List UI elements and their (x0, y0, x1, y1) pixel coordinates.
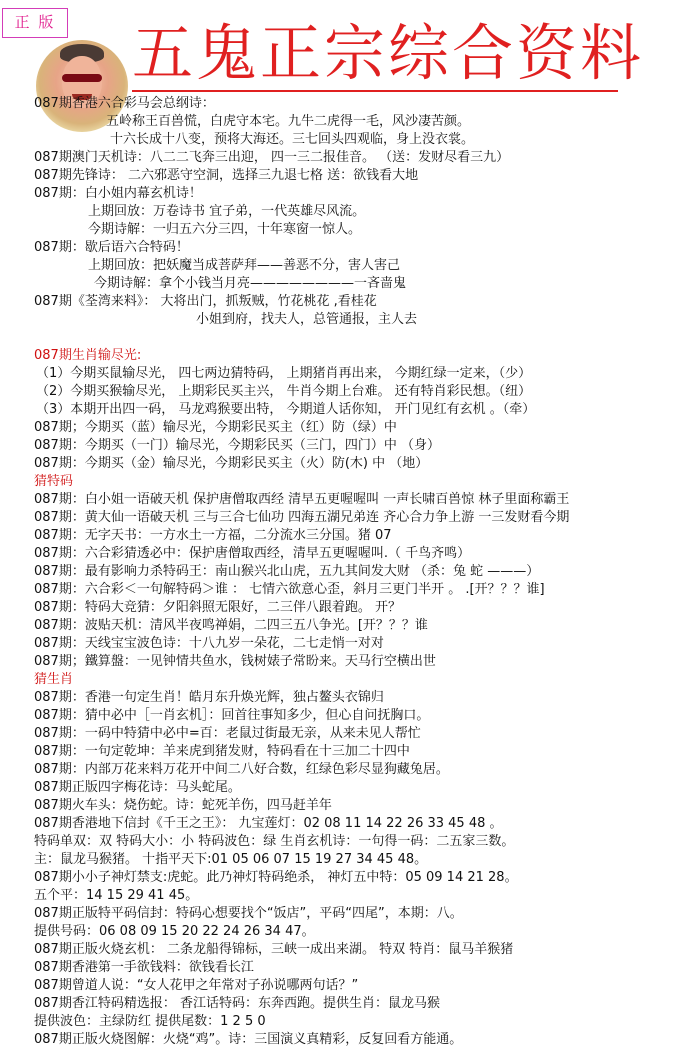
text-line: 087期香江特码精选报： 香江话特码：东奔西跑。提供生肖：鼠龙马猴 (34, 996, 440, 1011)
text-line: 提供号码：06 08 09 15 20 22 24 26 34 47。 (34, 924, 315, 939)
page-title: 五鬼正宗综合资料 (132, 18, 645, 89)
text-line: 087期：无字天书：一方水土一方福，二分流水三分国。猪 07 (34, 528, 392, 543)
text-line: 087期曾道人说：“女人花甲之年常对子孙说哪两句话？” (34, 978, 359, 993)
text-line (0, 329, 695, 347)
content-body (0, 95, 695, 1049)
text-line: 087期：六合彩猜透必中：保护唐僧取西经，清早五更喔喔叫.（ 千鸟齐鸣） (34, 546, 471, 561)
text-line: 主：鼠龙马猴猪。 十指平天下:01 05 06 07 15 19 27 34 45 48。 (34, 852, 428, 867)
text-line: 087期：一句定乾坤：羊来虎到猪发财，特码看在十三加二十四中 (34, 744, 410, 759)
text-line: 087期：香港一句定生肖！皓月东升焕光辉，独占鳌头衣锦归 (34, 690, 384, 705)
text-line: 087期：白小姐内幕玄机诗！ (34, 186, 202, 201)
title-underline (132, 90, 618, 92)
text-line: 087期火车头：烧伤蛇。诗：蛇死羊伤，四马赶羊年 (34, 798, 332, 813)
text-line: 五岭称王百兽慌，白虎守本宅。九牛二虎得一毛，风沙凄苦颜。 (106, 114, 471, 129)
text-line: 五个平：14 15 29 41 45。 (34, 888, 199, 903)
text-line: 087期《荃湾来料》： 大将出门，抓叛贼，竹花桃花 ,看桂花 (34, 294, 377, 309)
text-line: 087期：白小姐一语破天机 保护唐僧取西经 清早五更喔喔叫 一声长啸百兽惊 林子里面称霸王 (34, 492, 570, 507)
section-heading: 猜特码 (34, 474, 74, 489)
text-line: 087期：今期买（金）输尽光，今期彩民买主（火）防(木) 中 （地） (34, 456, 429, 471)
text-line: 087期香港地下信封《千王之王》： 九宝莲灯：02 08 11 14 22 26 33 45 48 。 (34, 816, 503, 831)
text-line: 今期诗解：一归五六分三四，十年寒窗一惊人。 (88, 222, 362, 237)
text-line: 087期；鐵算盤：一见钟情共鱼水，钱树婊子常盼来。天马行空横出世 (34, 654, 436, 669)
text-line: 087期：今期买（一门）输尽光，今期彩民买（三门，四门）中 （身） (34, 438, 440, 453)
text-line: 087期：天线宝宝波色诗：十八九岁一朵花，二七走悄一对对 (34, 636, 384, 651)
text-line: 087期香港六合彩马会总纲诗： (34, 96, 215, 111)
text-line: 提供波色：主绿防红 提供尾数：1 2 5 0 (34, 1014, 266, 1029)
text-line: 087期正版火烧玄机： 二条龙船得锦标，三峡一成出来湖。 特双 特肖：鼠马羊猴猪 (34, 942, 514, 957)
text-line: （3）本期开出四一码， 马龙鸡猴要出特， 今期道人话你知， 开门见红有玄机 。（牵） (36, 402, 536, 417)
text-line: （1）今期买鼠输尽光， 四七两边猜特码， 上期猪肖再出来， 今期红绿一定来，（少） (36, 366, 532, 381)
text-line: 今期诗解：拿个小钱当月亮————————一吝啬鬼 (94, 276, 407, 291)
section-heading: 087期生肖输尽光: (34, 348, 142, 363)
text-line: 087期：黄大仙一语破天机 三与三合七仙功 四海五湖兄弟连 齐心合力争上游 一三发财看今期 (34, 510, 570, 525)
text-line: 上期回放：把妖魔当成菩萨拜——善恶不分，害人害己 (88, 258, 401, 273)
text-line: 087期小小子神灯禁支:虎蛇。此乃神灯特码绝杀， 神灯五中特：05 09 14 21 28。 (34, 870, 518, 885)
text-line: 087期：最有影响力杀特码王：南山猴兴北山虎，五九其间发大财 （杀：兔 蛇 ———） (34, 564, 540, 579)
text-line: 087期先锋诗： 二六邪恶守空洞，选择三九退七格 送：欲钱看大地 (34, 168, 419, 183)
section-heading: 猜生肖 (34, 672, 74, 687)
text-line: 087期；今期买（蓝）输尽光，今期彩民买主（红）防（绿）中 (34, 420, 397, 435)
text-line: 087期香港第一手欲钱料：欲钱看长江 (34, 960, 254, 975)
edition-badge: 正 版 (2, 8, 68, 38)
text-line: 087期：特码大竞猜：夕阳斜照无限好，二三伴八跟着跑。 开？ (34, 600, 401, 615)
text-line: 087期澳门天机诗：八二二飞奔三出迎， 四一三二报佳音。 （送：发财尽看三九） (34, 150, 510, 165)
text-line: 087期：歇后语六合特码！ (34, 240, 189, 255)
text-line: 087期：波贴天机：清风半夜鸣禅娟，二四三五八争光。[开？？？谁 (34, 618, 428, 633)
text-line: 087期：一码中特猜中必中=百：老鼠过街最无亲，从来未见人帮忙 (34, 726, 421, 741)
text-line: （2）今期买猴输尽光， 上期彩民买主兴， 牛肖今期上台难。 还有特肖彩民想。（纽） (36, 384, 532, 399)
text-line: 小姐到府，找夫人，总管通报，主人去 (196, 312, 418, 327)
text-line: 上期回放：万卷诗书 宜子弟，一代英雄尽风流。 (88, 204, 366, 219)
text-line: 087期：六合彩＜一句解特码＞谁 ： 七情六欲意心歪，斜月三更门半开 。 .[开？？？谁] (34, 582, 545, 597)
text-line: 087期：内部万花来料万花开中间二八好合数，红绿色彩尽显狗藏兔居。 (34, 762, 449, 777)
text-line: 087期正版火烧图解：火烧“鸡”。诗：三国演义真精彩，反复回看方能通。 (34, 1032, 463, 1047)
text-line: 087期正版四字梅花诗：马头蛇尾。 (34, 780, 241, 795)
text-line: 特码单双：双 特码大小：小 特码波色：绿 生肖玄机诗：一句得一码：二五家三数。 (34, 834, 515, 849)
text-line: 十六长成十八变，预将大海还。三七回头四观临，身上没衣裳。 (110, 132, 475, 147)
text-line: 087期：猜中必中［一肖玄机］：回首往事知多少，但心自问抚胸口。 (34, 708, 430, 723)
text-line: 087期正版特平码信封：特码心想要找个“饭店”，平码“四尾”，本期：八。 (34, 906, 463, 921)
